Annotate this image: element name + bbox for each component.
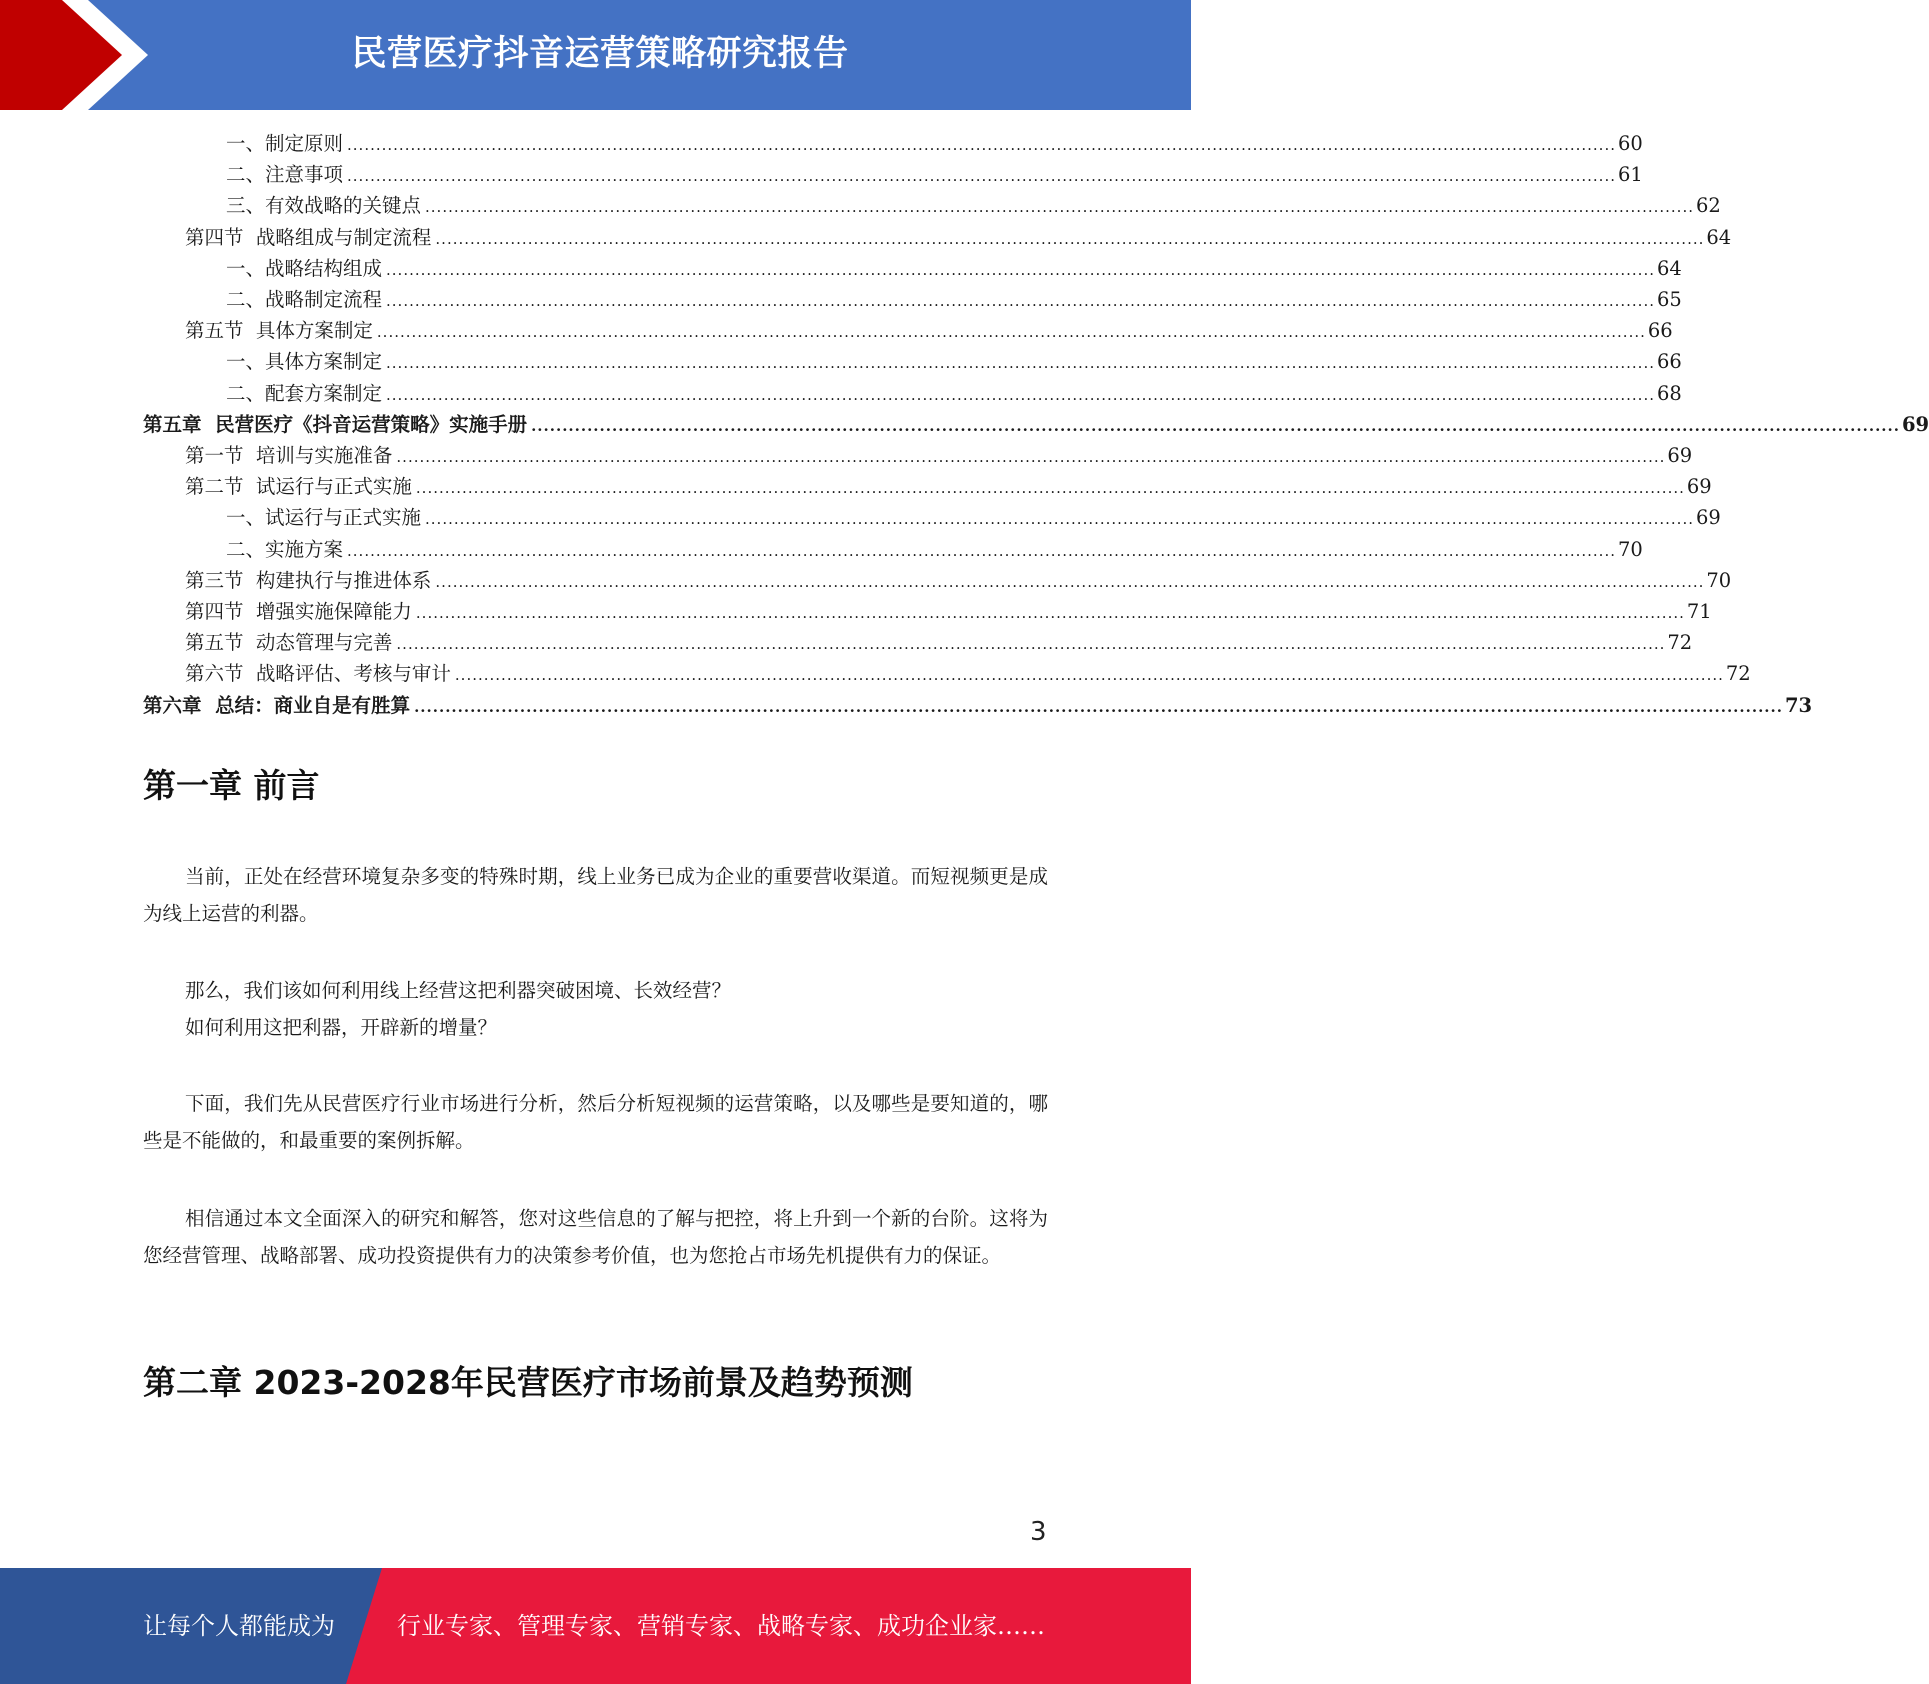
toc-entry-label: 二、注意事项 <box>226 163 344 187</box>
chapter-heading-1: 第一章 前言 <box>143 766 320 805</box>
page-number: 3 <box>1030 1517 1047 1547</box>
toc-entry[interactable] <box>185 315 1673 346</box>
toc-dot-leader: ............................................................................................................................................................................................................................ <box>386 385 1655 404</box>
toc-entry-page: 73 <box>1784 693 1813 717</box>
toc-entry[interactable] <box>185 471 1712 502</box>
toc-entry-page: 61 <box>1618 163 1643 187</box>
toc-entry-page: 65 <box>1657 288 1682 311</box>
paragraph: 如何利用这把利器，开辟新的增量？ <box>185 1016 498 1039</box>
chapter-heading-2: 第二章 2023-2028年民营医疗市场前景及趋势预测 <box>143 1363 913 1402</box>
toc-dot-leader: ............................................................................................................................................................................................................................ <box>415 604 1685 622</box>
toc-entry-page: 70 <box>1706 568 1732 592</box>
toc-entry-label: 三、有效战略的关键点 <box>226 194 422 218</box>
toc-entry-page: 68 <box>1657 381 1682 405</box>
toc-entry-page: 66 <box>1657 350 1682 374</box>
toc-entry[interactable] <box>143 690 1813 721</box>
toc-dot-leader: ............................................................................................................................................................................................................................ <box>531 416 1900 435</box>
paragraph: 那么，我们该如何利用线上经营这把利器突破困境、长效经营？ <box>185 979 732 1002</box>
toc-entry[interactable] <box>226 128 1643 159</box>
toc-dot-leader: ............................................................................................................................................................................................................................ <box>386 292 1655 310</box>
toc-entry-label: 二、实施方案 <box>226 537 344 561</box>
toc-dot-leader: ............................................................................................................................................................................................................................ <box>376 323 1646 342</box>
toc-dot-leader: ............................................................................................................................................................................................................................ <box>415 479 1685 498</box>
toc-entry-page: 69 <box>1696 506 1721 530</box>
toc-entry-page: 60 <box>1618 132 1643 155</box>
toc-entry-page: 62 <box>1696 194 1721 218</box>
toc-entry-page: 64 <box>1657 256 1682 280</box>
footer-slogan-left: 让每个人都能成为 <box>143 1612 335 1640</box>
toc-entry-label: 二、配套方案制定 <box>226 381 383 405</box>
toc-entry[interactable] <box>185 627 1693 658</box>
toc-entry-page: 69 <box>1901 412 1929 436</box>
toc-dot-leader: ............................................................................................................................................................................................................................ <box>435 572 1705 591</box>
toc-entry-label: 第四节 战略组成与制定流程 <box>185 225 432 249</box>
toc-entry-label: 第五章 民营医疗《抖音运营策略》实施手册 <box>143 412 528 436</box>
toc-entry[interactable] <box>226 284 1682 315</box>
toc-entry-page: 66 <box>1647 319 1673 343</box>
toc-entry-page: 72 <box>1725 662 1751 686</box>
page-footer <box>0 1568 1191 1684</box>
toc-entry-label: 第四节 增强实施保障能力 <box>185 600 412 623</box>
toc-dot-leader: ............................................................................................................................................................................................................................ <box>347 541 1616 560</box>
page-header <box>0 0 1191 110</box>
toc-entry-label: 第六章 总结：商业自是有胜算 <box>143 693 411 717</box>
toc-entry[interactable] <box>226 502 1721 533</box>
toc-dot-leader: ............................................................................................................................................................................................................................ <box>386 260 1655 279</box>
paragraph: 下面，我们先从民营医疗行业市场进行分析，然后分析短视频的运营策略，以及哪些是要知道的，哪些是不能做的，和最重要的案例拆解。 <box>143 1092 1048 1152</box>
toc-entry[interactable] <box>185 658 1751 689</box>
toc-entry[interactable] <box>226 346 1682 377</box>
toc-dot-leader: ............................................................................................................................................................................................................................ <box>386 354 1655 373</box>
toc-entry-page: 69 <box>1667 444 1693 467</box>
toc-dot-leader: ............................................................................................................................................................................................................................ <box>435 229 1705 248</box>
toc-dot-leader: ............................................................................................................................................................................................................................ <box>347 136 1616 154</box>
header-title: 民营医疗抖音运营策略研究报告 <box>351 34 849 74</box>
toc-entry-label: 一、战略结构组成 <box>226 256 383 280</box>
toc-dot-leader: ............................................................................................................................................................................................................................ <box>425 510 1694 529</box>
toc-entry-label: 一、制定原则 <box>226 132 344 155</box>
paragraph: 相信通过本文全面深入的研究和解答，您对这些信息的了解与把控，将上升到一个新的台阶。这将为您经营管理、战略部署、成功投资提供有力的决策参考价值，也为您抢占市场先机提供有力的保证。 <box>143 1207 1048 1267</box>
toc-entry-page: 64 <box>1706 225 1732 249</box>
toc-entry[interactable] <box>185 596 1712 627</box>
toc-entry-label: 第一节 培训与实施准备 <box>185 444 393 467</box>
toc-entry-label: 第三节 构建执行与推进体系 <box>185 568 432 592</box>
toc-entry-page: 71 <box>1686 600 1712 623</box>
toc-dot-leader: ............................................................................................................................................................................................................................ <box>396 635 1666 654</box>
toc-entry[interactable] <box>226 378 1682 409</box>
toc-entry-label: 第二节 试运行与正式实施 <box>185 475 412 499</box>
toc-entry-page: 69 <box>1686 475 1712 499</box>
toc-entry[interactable] <box>143 409 1929 440</box>
toc-entry-label: 二、战略制定流程 <box>226 288 383 311</box>
toc-dot-leader: ............................................................................................................................................................................................................................ <box>396 448 1666 466</box>
toc-dot-leader: ............................................................................................................................................................................................................................ <box>454 666 1724 685</box>
toc-entry-label: 一、试运行与正式实施 <box>226 506 422 530</box>
toc-entry-label: 一、具体方案制定 <box>226 350 383 374</box>
toc-entry-page: 72 <box>1667 631 1693 655</box>
toc-entry-label: 第六节 战略评估、考核与审计 <box>185 662 451 686</box>
toc-dot-leader: ............................................................................................................................................................................................................................ <box>425 198 1694 217</box>
footer-slogan-right: 行业专家、管理专家、营销专家、战略专家、成功企业家…… <box>397 1612 1045 1640</box>
toc-entry-label: 第五节 具体方案制定 <box>185 319 373 343</box>
toc-entry[interactable] <box>185 565 1732 596</box>
toc-entry[interactable] <box>226 159 1643 190</box>
toc-dot-leader: ............................................................................................................................................................................................................................ <box>347 167 1616 186</box>
paragraph: 当前，正处在经营环境复杂多变的特殊时期，线上业务已成为企业的重要营收渠道。而短视频更是成为线上运营的利器。 <box>143 865 1048 925</box>
toc-entry-page: 70 <box>1618 537 1643 561</box>
toc-entry[interactable] <box>185 222 1732 253</box>
toc-entry[interactable] <box>226 253 1682 284</box>
toc-entry[interactable] <box>185 440 1693 471</box>
toc-entry[interactable] <box>226 534 1643 565</box>
toc-dot-leader: ............................................................................................................................................................................................................................ <box>414 697 1783 716</box>
toc-entry-label: 第五节 动态管理与完善 <box>185 631 393 655</box>
toc-entry[interactable] <box>226 190 1721 221</box>
header-arrow-icon <box>0 0 160 110</box>
